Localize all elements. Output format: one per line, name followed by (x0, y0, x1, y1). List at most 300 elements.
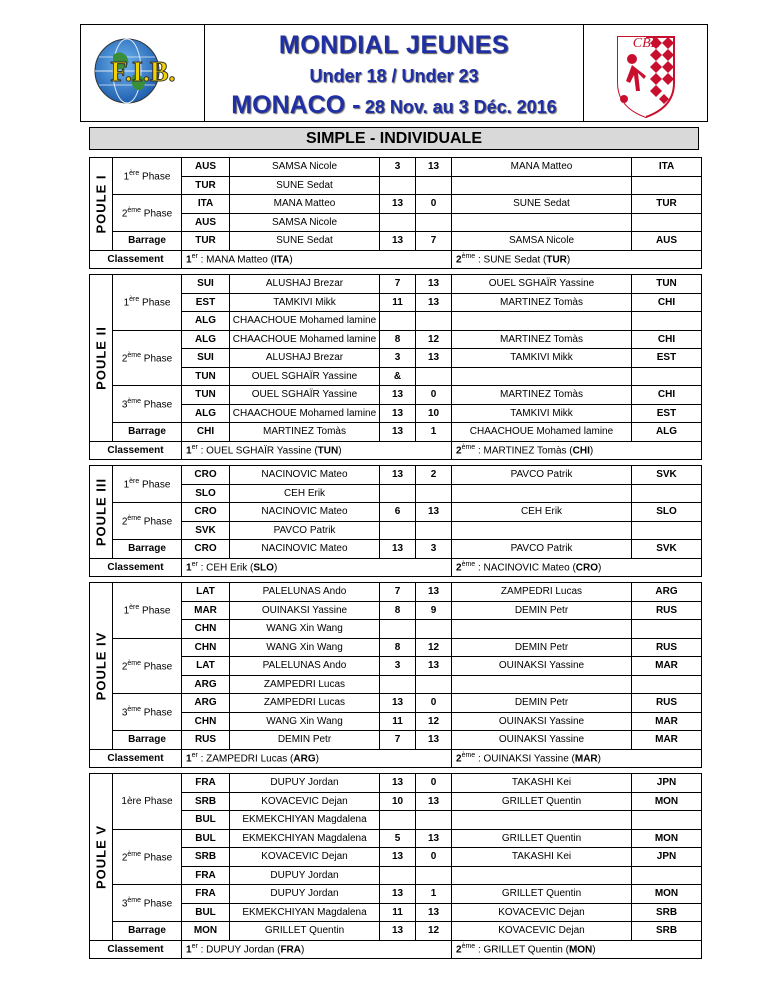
country-code-left: SUI (182, 275, 230, 294)
score-left: 8 (380, 638, 416, 657)
player-name-right: SAMSA Nicole (452, 232, 632, 251)
phase-name: Barrage (128, 734, 166, 746)
player-name-left: DUPUY Jordan (230, 866, 380, 885)
player-name-right: OUINAKSI Yassine (452, 731, 632, 750)
score-right: 12 (416, 330, 452, 349)
score-left (380, 675, 416, 694)
player-name-right: TAMKIVI Mikk (452, 404, 632, 423)
country-code-right: AUS (632, 232, 702, 251)
country-code-right: EST (632, 349, 702, 368)
player-name-right: MANA Matteo (452, 158, 632, 177)
match-row (90, 484, 702, 503)
poule-label-cell (90, 275, 113, 442)
score-right (416, 866, 452, 885)
match-row (90, 232, 702, 251)
player-name-left: SUNE Sedat (230, 176, 380, 195)
score-right (416, 176, 452, 195)
player-name-right (452, 811, 632, 830)
phase-ordinal: ème (127, 514, 142, 522)
score-right: 0 (416, 195, 452, 214)
phase-label (113, 423, 182, 442)
country-code-left: AUS (182, 213, 230, 232)
classement-first: 1er : ZAMPEDRI Lucas (ARG) (182, 749, 452, 768)
player-name-right: TAKASHI Kei (452, 774, 632, 793)
first-player-country: ITA (273, 254, 290, 266)
player-name-left: OUEL SGHAÏR Yassine (230, 367, 380, 386)
player-name-left: WANG Xin Wang (230, 638, 380, 657)
match-row (90, 540, 702, 559)
country-code-right: JPN (632, 774, 702, 793)
poule-table (89, 582, 702, 768)
country-code-right: MON (632, 792, 702, 811)
player-name-left: EKMEKCHIYAN Magdalena (230, 829, 380, 848)
first-player-name: CEH Erik (206, 562, 248, 574)
player-name-left: EKMEKCHIYAN Magdalena (230, 811, 380, 830)
score-left: 7 (380, 275, 416, 294)
second-player-country: TUR (546, 254, 567, 266)
country-code-left: ALG (182, 404, 230, 423)
match-row (90, 675, 702, 694)
second-player-name: SUNE Sedat (483, 254, 541, 266)
country-code-right (632, 866, 702, 885)
classement-row (90, 749, 702, 768)
player-name-left: KOVACEVIC Dejan (230, 848, 380, 867)
player-name-left: OUINAKSI Yassine (230, 601, 380, 620)
svg-text:CBR: CBR (632, 36, 660, 51)
player-name-left: PALELUNAS Ando (230, 657, 380, 676)
second-position: 2 (456, 944, 462, 956)
classement-first: 1er : CEH Erik (SLO) (182, 558, 452, 577)
poule-table (89, 773, 702, 959)
country-code-left: EST (182, 293, 230, 312)
classement-second: 2ème : MARTINEZ Tomàs (CHI) (452, 441, 702, 460)
country-code-right: RUS (632, 638, 702, 657)
first-player-country: ARG (293, 753, 316, 765)
player-name-left: TAMKIVI Mikk (230, 293, 380, 312)
phase-label (113, 386, 182, 423)
phase-ordinal: ème (127, 397, 142, 405)
country-code-right: TUN (632, 275, 702, 294)
country-code-left: SLO (182, 484, 230, 503)
score-right: 0 (416, 386, 452, 405)
country-code-left: FRA (182, 885, 230, 904)
country-code-right (632, 213, 702, 232)
player-name-left: DUPUY Jordan (230, 774, 380, 793)
player-name-left: KOVACEVIC Dejan (230, 792, 380, 811)
phase-label (113, 158, 182, 195)
phase-word: Phase (139, 605, 171, 617)
phase-label (113, 829, 182, 885)
country-code-left: CRO (182, 466, 230, 485)
match-row (90, 774, 702, 793)
country-code-right (632, 484, 702, 503)
score-right (416, 367, 452, 386)
second-ordinal: ème (461, 253, 476, 261)
match-row (90, 712, 702, 731)
score-right (416, 620, 452, 639)
country-code-left: LAT (182, 583, 230, 602)
player-name-left: MARTINEZ Tomàs (230, 423, 380, 442)
score-left: 13 (380, 774, 416, 793)
match-row (90, 275, 702, 294)
match-row (90, 731, 702, 750)
second-ordinal: ème (461, 561, 476, 569)
first-position: 1 (186, 445, 192, 457)
phase-label (113, 694, 182, 731)
score-left: 13 (380, 848, 416, 867)
player-name-left: MANA Matteo (230, 195, 380, 214)
country-code-left: ARG (182, 694, 230, 713)
phase-name: 1ère Phase (121, 795, 173, 807)
score-right: 13 (416, 657, 452, 676)
score-left: 13 (380, 922, 416, 941)
country-code-left: SUI (182, 349, 230, 368)
player-name-left: WANG Xin Wang (230, 712, 380, 731)
score-left: & (380, 367, 416, 386)
player-name-left: WANG Xin Wang (230, 620, 380, 639)
score-right: 12 (416, 922, 452, 941)
country-code-left: ARG (182, 675, 230, 694)
score-left: 13 (380, 885, 416, 904)
score-right: 12 (416, 638, 452, 657)
phase-word: Phase (141, 352, 173, 364)
country-code-right: SLO (632, 503, 702, 522)
phase-ordinal: ème (127, 351, 142, 359)
player-name-left: DEMIN Petr (230, 731, 380, 750)
poule-table (89, 274, 702, 460)
player-name-right: MARTINEZ Tomàs (452, 330, 632, 349)
score-left: 11 (380, 903, 416, 922)
phase-label (113, 922, 182, 941)
phase-label (113, 583, 182, 639)
phase-label (113, 466, 182, 503)
match-row (90, 423, 702, 442)
poule-name: POULE III (93, 477, 109, 546)
classement-row (90, 558, 702, 577)
score-left: 6 (380, 503, 416, 522)
player-name-left: PAVCO Patrik (230, 521, 380, 540)
score-right: 0 (416, 694, 452, 713)
score-left: 8 (380, 601, 416, 620)
country-code-left: TUN (182, 367, 230, 386)
player-name-left: PALELUNAS Ando (230, 583, 380, 602)
score-right: 13 (416, 349, 452, 368)
first-ordinal: er (191, 253, 198, 261)
match-row (90, 922, 702, 941)
country-code-left: BUL (182, 811, 230, 830)
country-code-right (632, 521, 702, 540)
poule-label-cell (90, 158, 113, 251)
score-left: 13 (380, 195, 416, 214)
phase-word: Phase (139, 297, 171, 309)
country-code-right: RUS (632, 694, 702, 713)
phase-number: 2 (121, 660, 128, 672)
score-left: 5 (380, 829, 416, 848)
country-code-left: CRO (182, 540, 230, 559)
second-player-name: GRILLET Quentin (483, 944, 563, 956)
classement-label: Classement (90, 940, 182, 959)
first-ordinal: er (191, 561, 198, 569)
match-row (90, 330, 702, 349)
score-right: 9 (416, 601, 452, 620)
player-name-left: ZAMPEDRI Lucas (230, 694, 380, 713)
phase-ordinal: ème (127, 705, 142, 713)
player-name-right: MARTINEZ Tomàs (452, 386, 632, 405)
country-code-left: LAT (182, 657, 230, 676)
phase-number: 2 (121, 352, 128, 364)
score-right: 3 (416, 540, 452, 559)
score-right (416, 811, 452, 830)
first-player-country: FRA (280, 944, 301, 956)
country-code-right: ARG (632, 583, 702, 602)
second-player-country: CHI (572, 445, 590, 457)
score-left: 3 (380, 657, 416, 676)
country-code-left: BUL (182, 829, 230, 848)
score-right (416, 675, 452, 694)
country-code-left: BUL (182, 903, 230, 922)
score-right: 13 (416, 275, 452, 294)
match-row (90, 811, 702, 830)
country-code-left: CHI (182, 423, 230, 442)
score-left: 3 (380, 349, 416, 368)
poule-label-cell (90, 466, 113, 559)
phase-number: 1 (123, 479, 130, 491)
player-name-right (452, 675, 632, 694)
score-right: 13 (416, 792, 452, 811)
country-code-right: ITA (632, 158, 702, 177)
classement-label: Classement (90, 441, 182, 460)
phase-number: 1 (123, 171, 130, 183)
country-code-right: CHI (632, 330, 702, 349)
first-position: 1 (186, 753, 192, 765)
country-code-left: CHN (182, 638, 230, 657)
phase-label (113, 503, 182, 540)
second-position: 2 (456, 753, 462, 765)
score-left: 3 (380, 158, 416, 177)
event-location: MONACO - (231, 91, 361, 119)
country-code-right: RUS (632, 601, 702, 620)
match-row (90, 903, 702, 922)
country-code-left: SRB (182, 792, 230, 811)
phase-word: Phase (141, 898, 173, 910)
country-code-left: FRA (182, 774, 230, 793)
event-location-dates (205, 91, 583, 120)
player-name-right (452, 176, 632, 195)
score-left: 7 (380, 731, 416, 750)
first-position: 1 (186, 254, 192, 266)
country-code-left: FRA (182, 866, 230, 885)
score-left: 11 (380, 712, 416, 731)
first-position: 1 (186, 944, 192, 956)
country-code-left: CHN (182, 620, 230, 639)
phase-number: 2 (121, 516, 128, 528)
player-name-left: CHAACHOUE Mohamed lamine (230, 404, 380, 423)
score-right: 1 (416, 423, 452, 442)
phase-ordinal: ème (127, 896, 142, 904)
section-title: SIMPLE - INDIVIDUALE (89, 127, 699, 150)
country-code-left: ALG (182, 330, 230, 349)
score-left (380, 521, 416, 540)
second-player-name: NACINOVIC Mateo (483, 562, 570, 574)
match-row (90, 583, 702, 602)
match-row (90, 466, 702, 485)
player-name-right: CEH Erik (452, 503, 632, 522)
second-position: 2 (456, 562, 462, 574)
svg-text:F.I.B.: F.I.B. (110, 57, 176, 88)
phase-ordinal: ère (129, 296, 140, 304)
score-left (380, 620, 416, 639)
player-name-right (452, 866, 632, 885)
phase-word: Phase (141, 516, 173, 528)
classement-first: 1er : MANA Matteo (ITA) (182, 250, 452, 269)
score-left: 13 (380, 540, 416, 559)
first-player-name: MANA Matteo (206, 254, 268, 266)
match-row (90, 638, 702, 657)
cbr-logo (584, 25, 708, 121)
phase-ordinal: ème (127, 850, 142, 858)
phase-name: Barrage (128, 543, 166, 555)
poule-name: POULE IV (93, 631, 109, 701)
classement-label: Classement (90, 558, 182, 577)
first-player-country: TUN (317, 445, 339, 457)
score-left: 13 (380, 423, 416, 442)
second-player-name: MARTINEZ Tomàs (483, 445, 567, 457)
player-name-left: DUPUY Jordan (230, 885, 380, 904)
match-row (90, 694, 702, 713)
player-name-left: CHAACHOUE Mohamed lamine (230, 330, 380, 349)
score-right: 7 (416, 232, 452, 251)
score-left: 10 (380, 792, 416, 811)
score-right: 0 (416, 774, 452, 793)
phase-number: 3 (121, 399, 128, 411)
player-name-right: DEMIN Petr (452, 638, 632, 657)
country-code-left: TUN (182, 386, 230, 405)
player-name-right (452, 484, 632, 503)
player-name-left: ZAMPEDRI Lucas (230, 675, 380, 694)
country-code-right: ALG (632, 423, 702, 442)
player-name-right (452, 367, 632, 386)
country-code-left: CHN (182, 712, 230, 731)
poule-name: POULE II (93, 325, 109, 390)
classement-second: 2ème : SUNE Sedat (TUR) (452, 250, 702, 269)
country-code-right: CHI (632, 293, 702, 312)
score-left (380, 811, 416, 830)
second-player-name: OUINAKSI Yassine (483, 753, 569, 765)
phase-word: Phase (139, 479, 171, 491)
fib-logo-cell (81, 25, 205, 121)
cbr-logo-cell (583, 25, 707, 121)
player-name-right: GRILLET Quentin (452, 792, 632, 811)
classement-second: 2ème : NACINOVIC Mateo (CRO) (452, 558, 702, 577)
score-right: 13 (416, 731, 452, 750)
match-row (90, 620, 702, 639)
country-code-left: TUR (182, 232, 230, 251)
poule-table (89, 157, 702, 269)
match-row (90, 158, 702, 177)
score-right: 2 (416, 466, 452, 485)
score-left (380, 866, 416, 885)
match-row (90, 657, 702, 676)
country-code-left: MAR (182, 601, 230, 620)
player-name-right: PAVCO Patrik (452, 466, 632, 485)
classement-row (90, 940, 702, 959)
country-code-right: TUR (632, 195, 702, 214)
player-name-right: KOVACEVIC Dejan (452, 903, 632, 922)
phase-word: Phase (141, 851, 173, 863)
score-right: 13 (416, 503, 452, 522)
player-name-left: EKMEKCHIYAN Magdalena (230, 903, 380, 922)
phase-ordinal: ère (129, 604, 140, 612)
first-position: 1 (186, 562, 192, 574)
score-left: 13 (380, 232, 416, 251)
country-code-left: TUR (182, 176, 230, 195)
country-code-right (632, 176, 702, 195)
country-code-left: AUS (182, 158, 230, 177)
player-name-right: TAKASHI Kei (452, 848, 632, 867)
phase-word: Phase (141, 660, 173, 672)
country-code-right: SVK (632, 540, 702, 559)
country-code-right: EST (632, 404, 702, 423)
phase-word: Phase (139, 171, 171, 183)
country-code-left: ITA (182, 195, 230, 214)
country-code-right: MAR (632, 657, 702, 676)
phase-label (113, 540, 182, 559)
match-row (90, 293, 702, 312)
phase-word: Phase (141, 208, 173, 220)
score-right (416, 312, 452, 331)
match-row (90, 404, 702, 423)
match-row (90, 503, 702, 522)
score-right: 13 (416, 583, 452, 602)
score-left: 13 (380, 386, 416, 405)
player-name-left: SAMSA Nicole (230, 158, 380, 177)
score-left: 11 (380, 293, 416, 312)
score-right: 10 (416, 404, 452, 423)
phase-name: Barrage (128, 925, 166, 937)
poule-label-cell (90, 774, 113, 941)
player-name-right: KOVACEVIC Dejan (452, 922, 632, 941)
country-code-right (632, 367, 702, 386)
score-left: 13 (380, 466, 416, 485)
country-code-right: MAR (632, 731, 702, 750)
phase-ordinal: ère (129, 477, 140, 485)
player-name-left: ALUSHAJ Brezar (230, 349, 380, 368)
country-code-right: SRB (632, 922, 702, 941)
phase-label (113, 195, 182, 232)
classement-row (90, 441, 702, 460)
player-name-left: CHAACHOUE Mohamed lamine (230, 312, 380, 331)
classement-label: Classement (90, 749, 182, 768)
fib-logo (81, 25, 205, 121)
score-right: 13 (416, 903, 452, 922)
phase-number: 3 (121, 707, 128, 719)
phase-ordinal: ère (129, 169, 140, 177)
country-code-right: MAR (632, 712, 702, 731)
match-row (90, 829, 702, 848)
second-ordinal: ème (461, 752, 476, 760)
phase-number: 2 (121, 851, 128, 863)
country-code-right (632, 620, 702, 639)
page-subtitle: Under 18 / Under 23 (309, 66, 479, 86)
score-right: 13 (416, 293, 452, 312)
second-ordinal: ème (461, 943, 476, 951)
player-name-right: TAMKIVI Mikk (452, 349, 632, 368)
country-code-right: JPN (632, 848, 702, 867)
country-code-right (632, 811, 702, 830)
country-code-left: MON (182, 922, 230, 941)
phase-label (113, 232, 182, 251)
player-name-left: SAMSA Nicole (230, 213, 380, 232)
